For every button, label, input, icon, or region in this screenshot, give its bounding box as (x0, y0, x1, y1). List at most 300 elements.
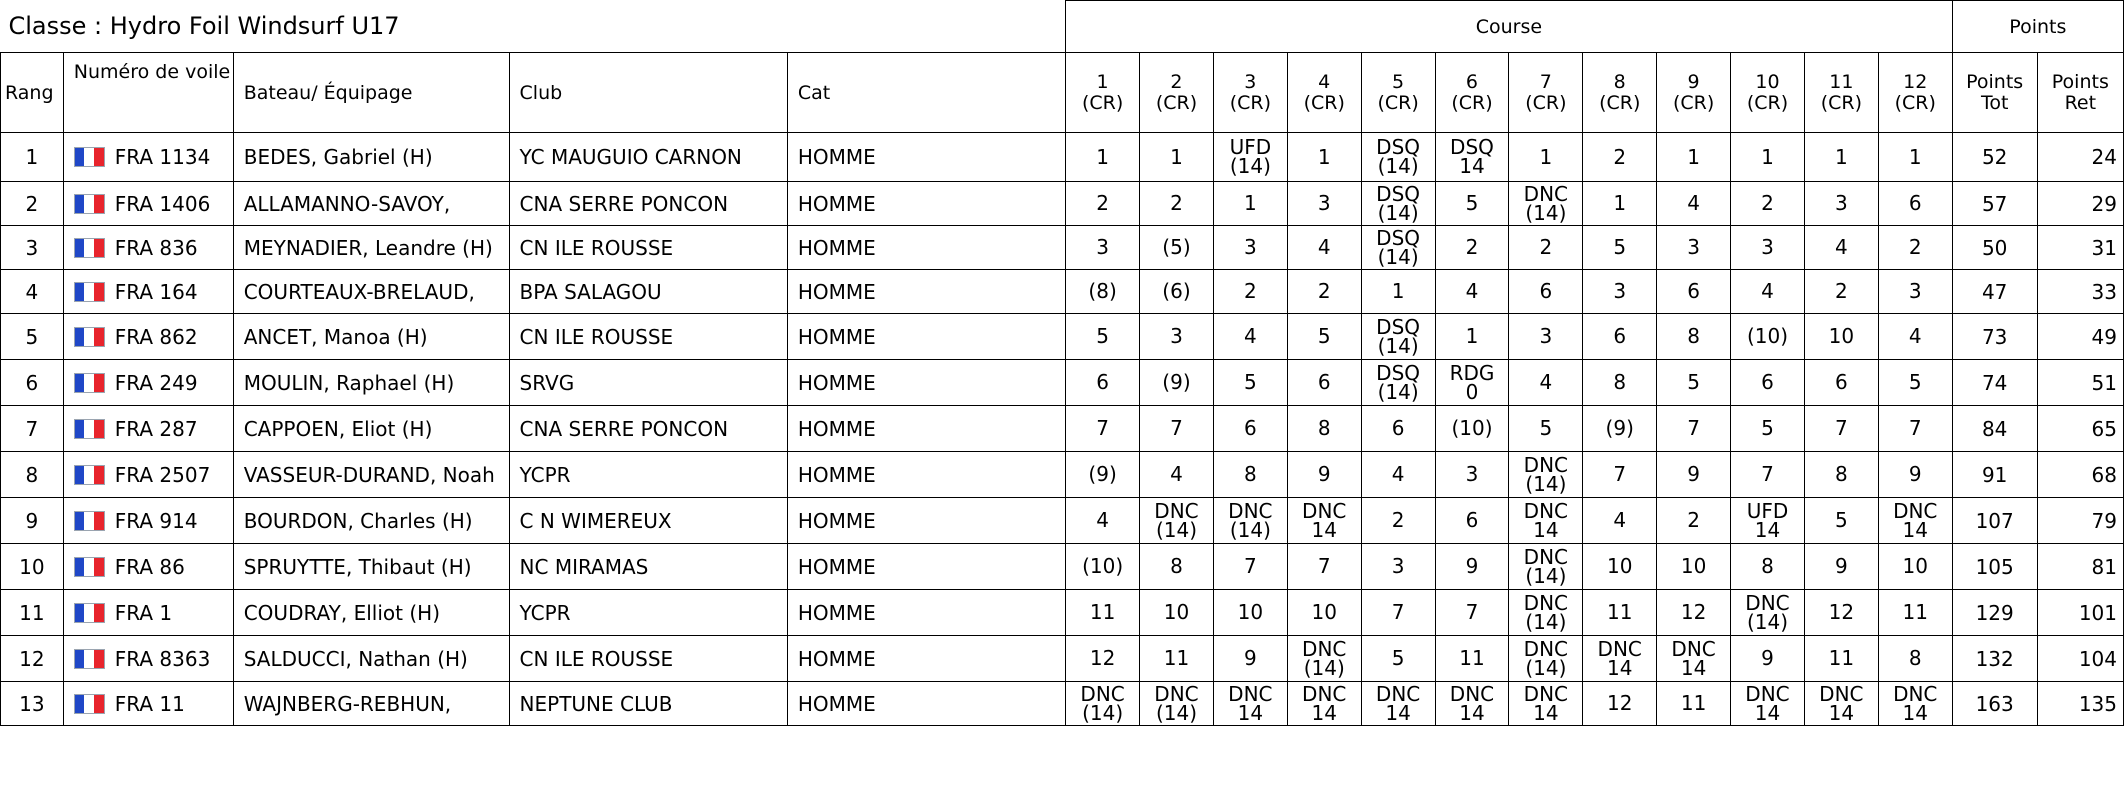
category-cell: HOMME (787, 544, 1065, 590)
race-result-line: 9 (1908, 462, 1922, 486)
boat-crew-cell: ANCET, Manoa (H) (233, 314, 509, 360)
race-result-line: 2 (1170, 191, 1183, 215)
race-result-cell (1140, 182, 1214, 226)
race-result-line: DNC (1154, 681, 1199, 706)
race-result-line: 2 (1761, 191, 1774, 215)
category-cell: HOMME (787, 636, 1065, 682)
rank-cell: 9 (1, 498, 64, 544)
race-result-cell (1435, 182, 1509, 226)
france-flag-icon (74, 327, 105, 347)
race-result-line: (14) (1746, 609, 1788, 634)
category-cell: HOMME (787, 226, 1065, 270)
race-type: (CR) (1081, 91, 1124, 114)
race-result-line: 5 (1761, 416, 1774, 440)
race-result-line: 4 (1539, 370, 1553, 394)
race-result-line: (9) (1162, 370, 1191, 394)
points-total-cell: 129 (1952, 590, 2037, 636)
race-number: 4 (1318, 70, 1331, 93)
race-result-line: 6 (1539, 279, 1553, 303)
race-result-line: 5 (1096, 324, 1109, 348)
col-header-pts-ret[interactable] (2037, 53, 2123, 133)
header-line: Tot (1980, 91, 2009, 114)
sail-number-cell (63, 226, 233, 270)
race-result-line: 12 (1828, 600, 1855, 624)
race-result-line: 5 (1539, 416, 1553, 440)
race-result-line: DNC (1523, 452, 1568, 477)
race-result-cell (1583, 544, 1657, 590)
sail-number-cell (63, 360, 233, 406)
race-result-line: (14) (1303, 655, 1345, 680)
race-result-line: 6 (1761, 370, 1774, 394)
table-row[interactable] (1, 406, 2124, 452)
table-row[interactable] (1, 314, 2124, 360)
race-header-3[interactable] (1213, 53, 1287, 133)
race-number: 10 (1755, 70, 1780, 93)
race-result-line: 11 (1828, 646, 1855, 670)
race-result-line: 8 (1170, 554, 1183, 578)
race-result-line: 6 (1834, 370, 1848, 394)
race-header-12[interactable] (1878, 53, 1952, 133)
race-result-cell (1509, 636, 1583, 682)
race-result-line: 14 (1459, 700, 1485, 725)
race-result-cell (1583, 133, 1657, 182)
race-result-line: 3 (1096, 235, 1109, 259)
race-result-cell (1878, 360, 1952, 406)
race-result-line: DSQ (1376, 314, 1421, 339)
race-result-cell (1287, 314, 1361, 360)
points-retained-cell: 51 (2037, 360, 2123, 406)
race-result-line: (14) (1525, 200, 1567, 225)
club-cell: CNA SERRE PONCON (509, 182, 787, 226)
table-row[interactable] (1, 182, 2124, 226)
race-result-cell (1066, 133, 1140, 182)
race-header-1[interactable] (1066, 53, 1140, 133)
race-result-cell (1657, 133, 1731, 182)
table-row[interactable] (1, 498, 2124, 544)
race-result-line: 14 (1902, 517, 1928, 542)
race-result-line: 10 (1828, 324, 1855, 348)
race-number: 7 (1539, 70, 1552, 93)
race-result-line: 3 (1687, 235, 1700, 259)
race-result-cell (1583, 360, 1657, 406)
race-header-10[interactable] (1731, 53, 1805, 133)
race-result-line: 7 (1243, 554, 1257, 578)
table-row[interactable] (1, 590, 2124, 636)
race-result-cell (1287, 590, 1361, 636)
race-result-cell (1731, 406, 1805, 452)
race-result-cell (1140, 133, 1214, 182)
race-result-cell (1731, 636, 1805, 682)
race-result-line: 1 (1908, 144, 1922, 169)
boat-crew-cell: WAJNBERG-REBHUN, (233, 682, 509, 726)
race-result-line: (6) (1162, 279, 1191, 303)
points-total-cell: 84 (1952, 406, 2037, 452)
race-result-line: DNC (1154, 498, 1199, 523)
race-result-cell (1804, 182, 1878, 226)
boat-crew-cell: MEYNADIER, Leandre (H) (233, 226, 509, 270)
france-flag-icon (74, 649, 105, 669)
boat-crew-cell: SPRUYTTE, Thibaut (H) (233, 544, 509, 590)
category-cell: HOMME (787, 682, 1065, 726)
race-result-cell (1657, 182, 1731, 226)
category-cell: HOMME (787, 452, 1065, 498)
race-result-line: 9 (1687, 462, 1700, 486)
sail-number (74, 417, 233, 441)
sail-number-cell (63, 182, 233, 226)
race-result-cell (1213, 544, 1287, 590)
points-retained-cell: 33 (2037, 270, 2123, 314)
race-result-line: 10 (1237, 600, 1264, 624)
race-header-11[interactable] (1804, 53, 1878, 133)
race-result-cell (1287, 544, 1361, 590)
race-result-cell (1066, 360, 1140, 406)
points-total-cell: 74 (1952, 360, 2037, 406)
race-result-cell (1657, 406, 1731, 452)
race-type: (CR) (1820, 91, 1862, 114)
points-total-cell: 73 (1952, 314, 2037, 360)
col-header-sail-number[interactable]: Numéro de voile (63, 53, 233, 133)
race-result-cell (1435, 314, 1509, 360)
race-result-line: 9 (1761, 646, 1774, 670)
race-result-cell (1583, 226, 1657, 270)
race-result-line: 3 (1834, 191, 1848, 215)
race-result-cell (1657, 452, 1731, 498)
race-result-line: 4 (1908, 324, 1922, 348)
race-result-cell (1878, 270, 1952, 314)
race-result-line: 11 (1606, 600, 1633, 624)
table-row[interactable] (1, 452, 2124, 498)
race-result-cell (1509, 226, 1583, 270)
race-result-line: 2 (1687, 508, 1700, 532)
course-group-header: Course (1066, 1, 1953, 53)
race-result-cell (1435, 590, 1509, 636)
race-result-cell (1731, 314, 1805, 360)
race-result-line: 11 (1680, 691, 1707, 715)
race-result-line: 2 (1096, 191, 1109, 215)
race-result-line: 14 (1385, 700, 1411, 725)
race-result-cell (1435, 498, 1509, 544)
race-result-cell (1583, 452, 1657, 498)
race-result-line: DNC (1819, 681, 1864, 706)
table-row[interactable] (1, 636, 2124, 682)
race-result-cell (1213, 452, 1287, 498)
race-result-line: (14) (1082, 700, 1124, 725)
points-retained-cell: 65 (2037, 406, 2123, 452)
race-result-line: 7 (1908, 416, 1922, 440)
race-result-line: 14 (1828, 700, 1855, 725)
race-result-cell (1066, 590, 1140, 636)
points-total-cell: 105 (1952, 544, 2037, 590)
race-result-cell (1287, 226, 1361, 270)
sail-number-text: FRA 914 (114, 508, 198, 533)
race-result-cell (1804, 544, 1878, 590)
race-result-line: 7 (1761, 462, 1774, 486)
race-result-cell (1140, 498, 1214, 544)
results-body (1, 133, 2124, 726)
race-result-cell (1509, 590, 1583, 636)
race-result-cell (1583, 636, 1657, 682)
sail-number-cell (63, 544, 233, 590)
race-result-line: 2 (1317, 279, 1331, 303)
france-flag-icon (74, 147, 105, 167)
race-result-line: DNC (1893, 681, 1938, 706)
race-result-line: 8 (1761, 554, 1774, 578)
race-result-cell (1066, 498, 1140, 544)
race-result-line: (14) (1377, 154, 1419, 178)
race-number: 8 (1613, 70, 1626, 93)
race-result-line: 6 (1687, 279, 1700, 303)
race-result-cell (1066, 226, 1140, 270)
race-result-line: 1 (1613, 191, 1627, 215)
race-number: 1 (1096, 70, 1109, 93)
race-result-cell (1583, 270, 1657, 314)
race-result-cell (1878, 406, 1952, 452)
rank-cell: 8 (1, 452, 64, 498)
france-flag-icon (74, 603, 105, 623)
race-header-4[interactable] (1287, 53, 1361, 133)
race-number: 2 (1170, 70, 1183, 93)
rank-cell: 12 (1, 636, 64, 682)
race-number: 6 (1465, 70, 1479, 93)
sail-number-cell (63, 406, 233, 452)
race-result-line: 7 (1465, 600, 1479, 624)
sail-number-text: FRA 249 (114, 370, 198, 395)
race-result-line: DSQ (1376, 135, 1421, 159)
race-result-cell (1509, 182, 1583, 226)
club-cell: C N WIMEREUX (509, 498, 787, 544)
race-result-cell (1804, 590, 1878, 636)
table-row[interactable] (1, 544, 2124, 590)
table-row[interactable] (1, 226, 2124, 270)
race-result-line: (14) (1155, 517, 1197, 542)
race-result-cell (1804, 360, 1878, 406)
france-flag-icon (74, 465, 105, 485)
race-result-line: 2 (1243, 279, 1257, 303)
points-retained-cell: 49 (2037, 314, 2123, 360)
race-result-line: 4 (1613, 508, 1627, 532)
race-result-line: 8 (1908, 646, 1922, 670)
race-result-cell (1213, 682, 1287, 726)
points-retained-cell: 135 (2037, 682, 2123, 726)
race-result-cell (1878, 314, 1952, 360)
race-result-line: (14) (1377, 244, 1419, 269)
sail-number (74, 280, 233, 304)
points-group-header: Points (1952, 1, 2123, 53)
race-result-line: DNC (1080, 681, 1125, 706)
rank-cell: 5 (1, 314, 64, 360)
race-result-cell (1361, 314, 1435, 360)
race-result-line: DSQ (1450, 135, 1494, 159)
race-result-line: 5 (1465, 191, 1479, 215)
col-header-pts-tot[interactable] (1952, 53, 2037, 133)
race-result-line: DNC (1597, 636, 1642, 661)
race-result-line: 5 (1391, 646, 1405, 670)
race-result-line: 12 (1680, 600, 1707, 624)
race-result-line: UFD (1229, 135, 1272, 159)
race-result-cell (1878, 498, 1952, 544)
sail-number-text: FRA 2507 (114, 462, 211, 487)
race-result-line: 7 (1687, 416, 1700, 440)
table-row[interactable] (1, 270, 2124, 314)
race-result-cell (1140, 360, 1214, 406)
race-result-line: (14) (1377, 200, 1419, 225)
race-result-line: 2 (1465, 235, 1479, 259)
race-result-cell (1583, 182, 1657, 226)
race-result-line: 1 (1243, 191, 1257, 215)
col-header-category[interactable]: Cat (787, 53, 1065, 133)
race-result-line: (14) (1229, 517, 1271, 542)
race-result-cell (1213, 636, 1287, 682)
race-header-9[interactable] (1657, 53, 1731, 133)
race-result-cell (1583, 498, 1657, 544)
race-result-line: 10 (1163, 600, 1190, 624)
race-header-5[interactable] (1361, 53, 1435, 133)
race-result-line: (14) (1525, 563, 1567, 588)
race-result-line: (14) (1525, 609, 1567, 634)
sail-number (74, 145, 233, 169)
sail-number (74, 236, 233, 260)
race-result-line: DSQ (1376, 181, 1421, 206)
race-result-cell (1213, 590, 1287, 636)
race-result-line: 2 (1539, 235, 1553, 259)
col-header-boat-crew[interactable]: Bateau/ Équipage (233, 53, 509, 133)
race-result-line: (5) (1162, 235, 1191, 259)
race-result-cell (1140, 452, 1214, 498)
race-result-cell (1731, 360, 1805, 406)
race-result-cell (1583, 682, 1657, 726)
sail-number-text: FRA 11 (114, 691, 185, 716)
sail-number-text: FRA 1406 (114, 191, 211, 216)
race-type: (CR) (1451, 91, 1493, 114)
race-result-line: 14 (1606, 655, 1633, 680)
race-result-cell (1657, 314, 1731, 360)
race-result-line: 3 (1170, 324, 1183, 348)
race-result-line: DNC (1302, 498, 1347, 523)
race-result-line: 8 (1613, 370, 1627, 394)
sail-number-text: FRA 1 (114, 600, 173, 625)
race-header-2[interactable] (1140, 53, 1214, 133)
race-result-cell (1583, 314, 1657, 360)
club-cell: NC MIRAMAS (509, 544, 787, 590)
race-result-cell (1804, 406, 1878, 452)
race-result-line: 5 (1687, 370, 1700, 394)
category-cell: HOMME (787, 314, 1065, 360)
race-header-7[interactable] (1509, 53, 1583, 133)
race-result-line: 2 (1613, 144, 1627, 169)
race-result-cell (1804, 682, 1878, 726)
header-line: Points (1966, 70, 2024, 93)
race-result-line: 1 (1761, 144, 1774, 169)
table-row[interactable] (1, 682, 2124, 726)
france-flag-icon (74, 238, 105, 258)
race-result-cell (1878, 682, 1952, 726)
race-result-line: 14 (1754, 700, 1781, 725)
race-result-cell (1657, 544, 1731, 590)
class-title: Classe : Hydro Foil Windsurf U17 (8, 12, 400, 41)
race-result-cell (1213, 406, 1287, 452)
race-result-cell (1361, 182, 1435, 226)
col-header-rang[interactable]: Rang (1, 53, 64, 133)
race-result-cell (1287, 360, 1361, 406)
race-result-cell (1287, 270, 1361, 314)
race-result-cell (1731, 270, 1805, 314)
rank-cell: 2 (1, 182, 64, 226)
race-result-line: 3 (1465, 462, 1479, 486)
race-result-line: 3 (1613, 279, 1627, 303)
race-type: (CR) (1599, 91, 1641, 114)
race-result-line: 7 (1096, 416, 1109, 440)
race-result-line: 11 (1902, 600, 1928, 624)
race-result-line: 5 (1613, 235, 1627, 259)
race-result-line: (8) (1088, 279, 1117, 303)
sail-number-cell (63, 133, 233, 182)
race-result-line: 8 (1243, 462, 1257, 486)
race-result-line: 14 (1754, 517, 1781, 542)
boat-crew-cell: CAPPOEN, Eliot (H) (233, 406, 509, 452)
race-result-line: 4 (1317, 235, 1331, 259)
rank-cell: 13 (1, 682, 64, 726)
sail-number-cell (63, 270, 233, 314)
race-result-line: 14 (1311, 700, 1337, 725)
category-cell: HOMME (787, 360, 1065, 406)
race-type: (CR) (1303, 91, 1345, 114)
race-result-line: 2 (1908, 235, 1922, 259)
race-header-8[interactable] (1583, 53, 1657, 133)
group-header-row (1, 1, 2124, 53)
race-result-cell (1287, 682, 1361, 726)
points-total-cell: 52 (1952, 133, 2037, 182)
race-result-cell (1361, 544, 1435, 590)
race-result-line: DNC (1523, 681, 1568, 706)
points-total-cell: 132 (1952, 636, 2037, 682)
race-result-cell (1140, 314, 1214, 360)
table-row[interactable] (1, 360, 2124, 406)
col-header-club[interactable]: Club (509, 53, 787, 133)
race-result-cell (1213, 182, 1287, 226)
race-result-line: 6 (1317, 370, 1331, 394)
race-result-line: 3 (1243, 235, 1257, 259)
race-result-line: (14) (1377, 379, 1419, 404)
race-result-line: 9 (1317, 462, 1331, 486)
race-result-cell (1804, 452, 1878, 498)
race-result-line: 1 (1096, 144, 1109, 169)
race-result-line: DNC (1228, 681, 1273, 706)
club-cell: CN ILE ROUSSE (509, 226, 787, 270)
points-total-cell: 47 (1952, 270, 2037, 314)
race-header-6[interactable] (1435, 53, 1509, 133)
race-result-line: DNC (1523, 498, 1568, 523)
race-result-cell (1731, 226, 1805, 270)
race-result-cell (1804, 636, 1878, 682)
race-result-line: DNC (1449, 681, 1495, 706)
column-header-row (1, 53, 2124, 133)
race-result-line: 9 (1243, 646, 1257, 670)
race-result-line: 12 (1606, 691, 1633, 715)
race-result-line: 3 (1391, 554, 1405, 578)
race-result-cell (1361, 226, 1435, 270)
race-result-cell (1878, 133, 1952, 182)
race-result-cell (1435, 452, 1509, 498)
category-cell: HOMME (787, 182, 1065, 226)
france-flag-icon (74, 194, 105, 214)
rank-cell: 10 (1, 544, 64, 590)
table-row[interactable] (1, 133, 2124, 182)
race-number: 12 (1903, 70, 1928, 93)
race-result-line: 6 (1465, 508, 1479, 532)
race-result-cell (1361, 406, 1435, 452)
race-result-cell (1657, 636, 1731, 682)
points-retained-cell: 24 (2037, 133, 2123, 182)
